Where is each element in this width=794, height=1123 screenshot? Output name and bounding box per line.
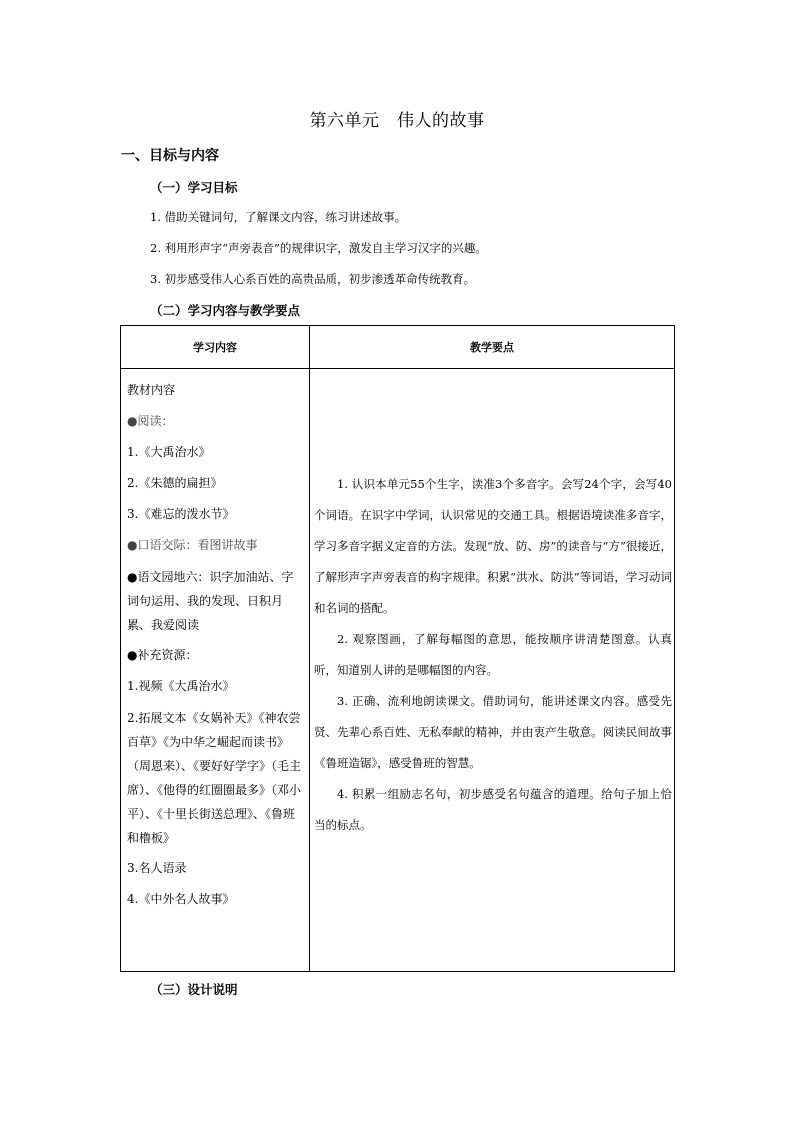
subheading-learning-goals: （一）学习目标 [150, 180, 238, 195]
list-item: 2.拓展文本《女娲补天》《神农尝百草》《为中华之崛起而读书》（周恩来）、《要好好学字》（毛主席）、《他得的红圈圈最多》（邓小平）、《十里长街送总理》、《鲁班和橹板》 [127, 711, 302, 845]
teaching-point-1: 1. 认识本单元55个生字，读准3个多音字。会写24个字，会写40个词语。在识字中学词，认识常见的交通工具。根据语境读准多音字，学习多音字据义定音的方法。发现“放、防、房”的读音与“方”很接近，了解形声字声旁表音的构字规律。积累“洪水、防洪”等词语，学习动词和名词的搭配。 [314, 477, 672, 615]
subheading-design-notes: （三）设计说明 [150, 982, 238, 997]
subheading-content-points: （二）学习内容与教学要点 [150, 303, 301, 318]
list-item: 教材内容 [127, 383, 176, 397]
list-item: ●阅读： [127, 414, 174, 428]
goal-item-1: 1. 借助关键词句，了解课文内容，练习讲述故事。 [150, 210, 407, 224]
learning-content-cell [121, 369, 310, 972]
list-item: 1.《大禹治水》 [127, 445, 211, 459]
section-heading-goals-content: 一、目标与内容 [121, 148, 219, 164]
list-item: 2.《朱德的扁担》 [127, 476, 223, 490]
teaching-point-2: 2. 观察图画，了解每幅图的意思，能按顺序讲清楚图意。认真听，知道别人讲的是哪幅图的内容。 [314, 632, 672, 677]
list-item: ●口语交际：看图讲故事 [127, 538, 258, 552]
header-learning-content: 学习内容 [121, 326, 310, 369]
list-item: 1.视频《大禹治水》 [127, 679, 235, 693]
page-title: 第六单元 伟人的故事 [309, 111, 485, 131]
goal-item-2: 2. 利用形声字“声旁表音”的规律识字，激发自主学习汉字的兴趣。 [150, 241, 487, 255]
list-item: 4.《中外名人故事》 [127, 892, 235, 906]
teaching-points-cell [310, 369, 675, 972]
list-item: ●补充资源： [127, 648, 198, 662]
teaching-point-4: 4. 积累一组励志名句，初步感受名句蕴含的道理。给句子加上恰当的标点。 [314, 787, 672, 832]
content-table [120, 325, 675, 972]
list-item: 3.《难忘的泼水节》 [127, 507, 235, 521]
goal-item-3: 3. 初步感受伟人心系百姓的高贵品质，初步渗透革命传统教育。 [150, 272, 476, 286]
header-teaching-points: 教学要点 [310, 326, 675, 369]
list-item: 3.名人语录 [127, 861, 187, 875]
teaching-point-3: 3. 正确、流利地朗读课文。借助词句，能讲述课文内容。感受先贤、先辈心系百姓、无私奉献的精神，并由衷产生敬意。阅读民间故事《鲁班造锯》，感受鲁班的智慧。 [314, 694, 672, 770]
list-item: ●语文园地六：识字加油站、字词句运用、我的发现、日积月累、我爱阅读 [127, 570, 294, 632]
